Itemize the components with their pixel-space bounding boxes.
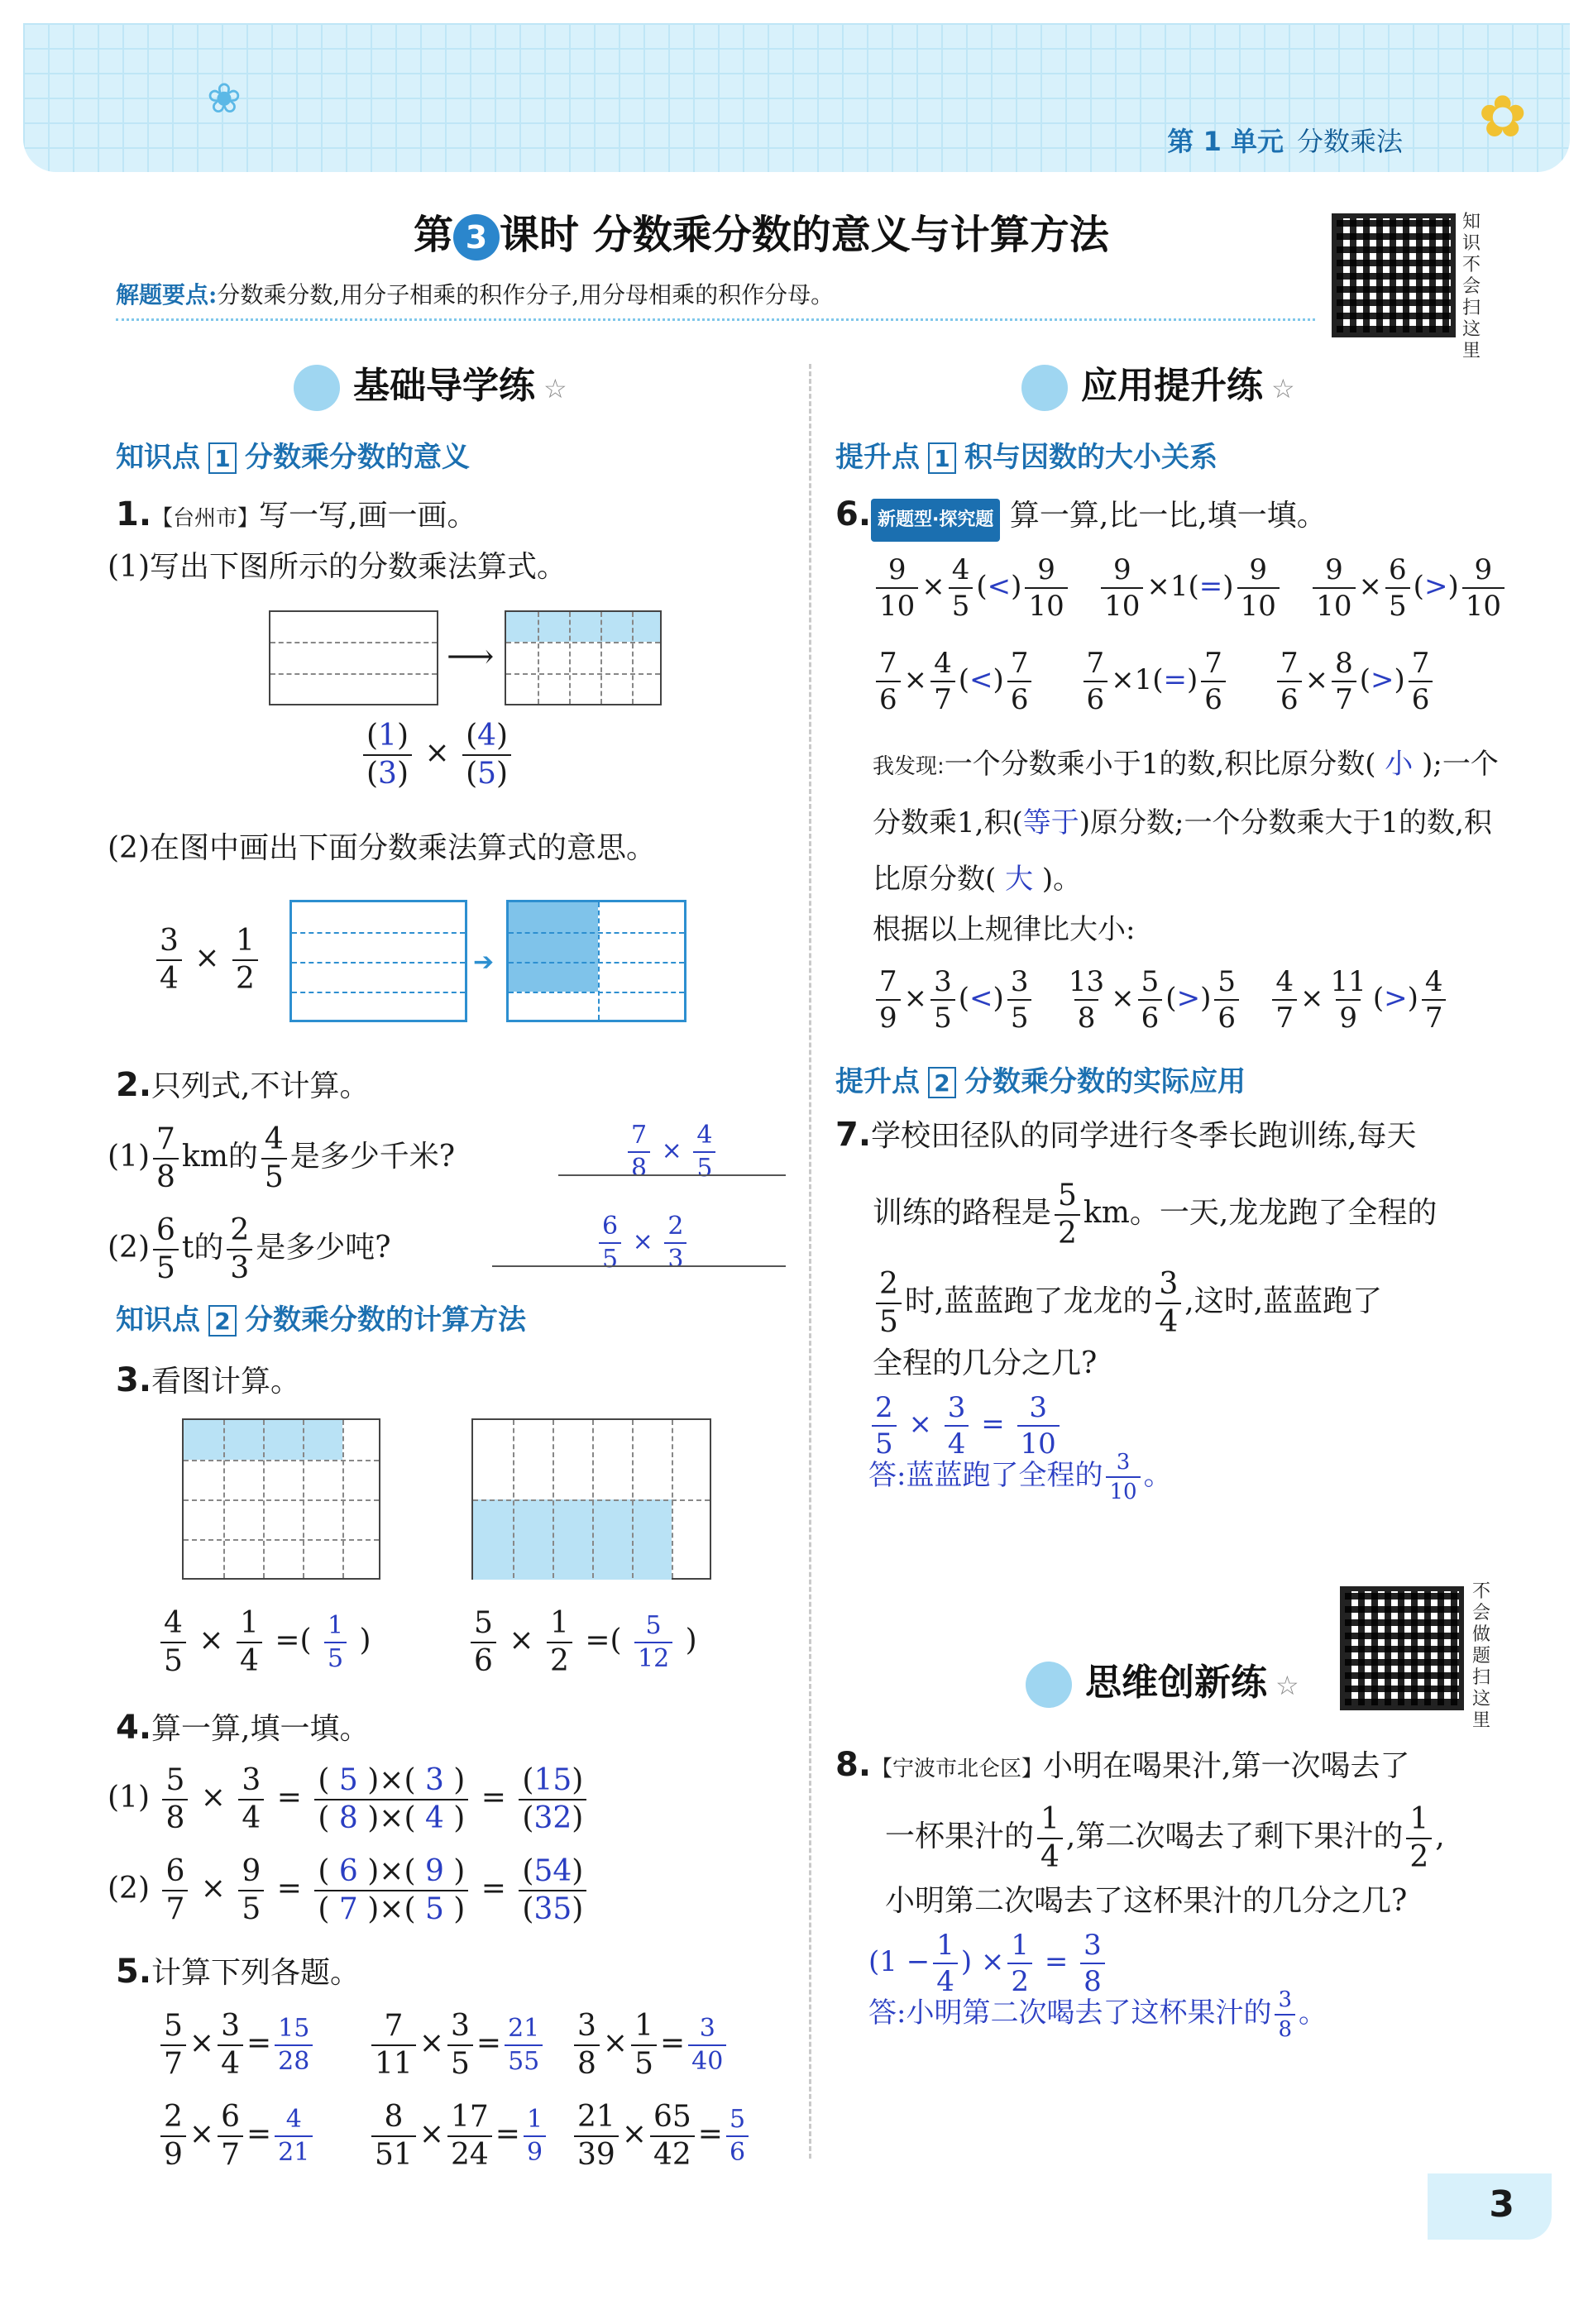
q7-answer-formula: $\frac{2}{5}$ × $\frac{3}{4}$ = $\frac{3}{10}$: [868, 1394, 1063, 1458]
q8-answer-text: 答:小明第二次喝去了这杯果汁的 $\frac{3}{8}$ 。: [868, 1987, 1328, 2042]
sunflower-icon: ✿: [1478, 83, 1527, 151]
qr-note: 知识不会扫这里: [1462, 212, 1481, 361]
q2-item1: (1) $\frac{7}{8}$ km的 $\frac{4}{5}$ 是多少千米?: [108, 1122, 456, 1194]
q1-ans-num1: 1: [378, 719, 397, 753]
q1-ans-den1: 3: [378, 757, 397, 791]
question-6: [835, 495, 1327, 542]
lesson-title: [414, 203, 1109, 261]
mascot-icon: [1026, 1662, 1072, 1708]
q4-row-2: (2) $\frac{6}{7}$ × $\frac{9}{5}$ = $\frac{( 6 )\times( 9 )}{( 7 )\times( 5 )}$ = $\frac{(54)}{(35)}$: [108, 1857, 590, 1925]
q6-number: 6.: [835, 495, 872, 533]
q8-answer-formula: (1 − $\frac{1}{4}$ ) × $\frac{1}{2}$ = $\frac{3}{8}$: [868, 1931, 1108, 1996]
q1-answer-1: $\frac{(1)}{(3)}$ × $\frac{(4)}{(5)}$: [360, 721, 514, 789]
ip2-title: 分数乘分数的实际应用: [964, 1065, 1246, 1098]
question-2: [116, 1065, 369, 1107]
knowledge-point-1: [116, 434, 470, 475]
answer-line[interactable]: [492, 1265, 786, 1267]
star-icon: ☆: [1275, 1670, 1299, 1701]
q5-item-1: $\frac{5}{7}$ × $\frac{3}{4}$ = $\frac{15}{28}$: [157, 2011, 316, 2079]
ip1-title: 积与因数的大小关系: [964, 441, 1217, 474]
ip1-num: 1: [928, 442, 956, 474]
q5-item-2: $\frac{7}{11}$ × $\frac{3}{5}$ = $\frac{21}{55}$: [368, 2011, 546, 2079]
q7-line-4: 全程的几分之几?: [873, 1346, 1098, 1380]
title-prefix: 第: [414, 212, 454, 258]
q1-diagram-before: [269, 610, 438, 705]
q1-part2: (2)在图中画出下面分数乘法算式的意思。: [108, 831, 656, 865]
q2-number: 2.: [116, 1066, 152, 1104]
q2-answer-2: $\frac{6}{5}$ × $\frac{2}{3}$: [596, 1214, 690, 1272]
knowledge-point-2: [116, 1297, 526, 1337]
q7-number: 7.: [835, 1116, 872, 1154]
q3-diagram-2: [471, 1418, 711, 1580]
q1-number: 1.: [116, 495, 152, 533]
tip-line: [116, 277, 1315, 321]
kp2-num: 2: [208, 1305, 237, 1337]
q5-item-5: $\frac{8}{51}$ × $\frac{17}{24}$ = $\frac{1}{9}$: [368, 2102, 549, 2170]
q5-item-6: $\frac{21}{39}$ × $\frac{65}{42}$ = $\frac{5}{6}$: [571, 2102, 752, 2170]
q3-equation-2: $\frac{5}{6}$ × $\frac{1}{2}$ =( $\frac{5}{12}$ ): [467, 1609, 697, 1676]
question-1: [116, 495, 477, 538]
qr-code-icon[interactable]: [1332, 213, 1456, 337]
question-4: [116, 1708, 369, 1749]
finding-label: 我发现:: [873, 754, 945, 779]
q8-number: 8.: [835, 1746, 872, 1784]
butterfly-icon: ❀: [207, 74, 242, 122]
section-applied-title: 应用提升练: [1081, 365, 1263, 407]
q1-ans-num2: 4: [477, 719, 497, 753]
arrow-icon: ⟶: [447, 638, 495, 676]
kp1-num: 1: [208, 442, 237, 474]
question-7: [835, 1115, 1416, 1156]
question-5: [116, 1952, 360, 1993]
q3-text: 看图计算。: [151, 1365, 301, 1399]
section-creative: [1026, 1652, 1299, 1708]
section-basic: [294, 356, 567, 411]
kp2-label: 知识点: [116, 1303, 200, 1337]
title-suffix: 课时 分数乘分数的意义与计算方法: [500, 212, 1109, 258]
section-applied: [1021, 356, 1295, 411]
q6-row-2: $\frac{7}{6}$ × $\frac{4}{7}$ (<) $\frac{7}{6}$ $\frac{7}{6}$ ×1(=) $\frac{7}{6}$ $\frac{7}{6}$ × $\frac{8}{7}$ (>) $\frac{7}{6}$: [873, 649, 1436, 714]
question-3: [116, 1360, 300, 1402]
section-creative-title: 思维创新练: [1085, 1662, 1267, 1704]
q2-text: 只列式,不计算。: [151, 1069, 370, 1103]
q3-diagram-1: [182, 1418, 380, 1580]
ip2-label: 提升点: [835, 1065, 920, 1098]
q1-diagram-draw-2: [506, 900, 686, 1022]
q1-diagram-after: [505, 610, 662, 705]
q1-text: 写一写,画一画。: [259, 499, 477, 533]
page-number: 3: [1489, 2183, 1514, 2226]
improve-point-1: [835, 434, 1217, 475]
qr-note-2: 不会做题扫这里: [1472, 1581, 1491, 1731]
section-basic-title: 基础导学练: [353, 365, 535, 407]
q5-text: 计算下列各题。: [151, 1956, 361, 1990]
q4-number: 4.: [116, 1709, 152, 1747]
q7-line-3: $\frac{2}{5}$ 时,蓝蓝跑了龙龙的 $\frac{3}{4}$ ,这时,蓝蓝跑了: [873, 1270, 1382, 1337]
unit-label: [1167, 121, 1403, 159]
answer-line[interactable]: [558, 1174, 786, 1176]
q5-item-3: $\frac{3}{8}$ × $\frac{1}{5}$ = $\frac{3}{40}$: [571, 2011, 730, 2079]
unit-number: 第 1 单元: [1167, 126, 1284, 157]
q5-item-4: $\frac{2}{9}$ × $\frac{6}{7}$ = $\frac{4}{21}$: [157, 2102, 316, 2170]
star-icon: ☆: [543, 373, 567, 404]
tip-label: 解题要点:: [116, 281, 218, 308]
q6-finding: 我发现:一个分数乘小于1的数,积比原分数( 小 );一个分数乘1,积(等于)原分数;一个分数乘大于1的数,积比原分数( 大 )。: [873, 748, 1499, 896]
ip1-label: 提升点: [835, 441, 920, 474]
q4-row-1: (1) $\frac{5}{8}$ × $\frac{3}{4}$ = $\frac{( 5 )\times( 3 )}{( 8 )\times( 4 )}$ = $\frac{(15)}{(32)}$: [108, 1766, 590, 1834]
q7-line-2: 训练的路程是 $\frac{5}{2}$ km。一天,龙龙跑了全程的: [873, 1179, 1438, 1250]
q1-formula: $\frac{3}{4}$ × $\frac{1}{2}$: [153, 926, 261, 994]
new-type-badge: 新题型·探究题: [871, 499, 1000, 542]
kp1-title: 分数乘分数的意义: [245, 441, 470, 474]
arrow-icon-blue: ➔: [473, 948, 495, 977]
q3-number: 3.: [116, 1361, 152, 1399]
q7-answer-text: 答:蓝蓝跑了全程的 $\frac{3}{10}$ 。: [868, 1450, 1172, 1504]
q6-row-3: $\frac{7}{9}$ × $\frac{3}{5}$ (<) $\frac{3}{5}$ $\frac{13}{8}$ × $\frac{5}{6}$ (>) $\frac{5}{6}$ $\frac{4}{7}$ × $\frac{11}{9}$ (>) $\frac{4}{7}$: [873, 968, 1449, 1032]
q1-ans-den2: 5: [477, 757, 497, 791]
tip-text: 分数乘分数,用分子相乘的积作分子,用分母相乘的积作分母。: [217, 281, 835, 308]
ip2-num: 2: [928, 1067, 956, 1098]
q3-equation-1: $\frac{4}{5}$ × $\frac{1}{4}$ =( $\frac{1}{5}$ ): [157, 1609, 371, 1676]
lesson-number-badge: 3: [453, 214, 500, 261]
q1-part1: (1)写出下图所示的分数乘法算式。: [108, 550, 567, 584]
unit-title: 分数乘法: [1296, 126, 1403, 157]
question-8: [835, 1745, 1410, 1789]
q8-line-2: 一杯果汁的 $\frac{1}{4}$ ,第二次喝去了剩下果汁的 $\frac{1}{2}$ ,: [885, 1802, 1445, 1874]
q6-text: 算一算,比一比,填一填。: [1009, 499, 1327, 533]
kp2-title: 分数乘分数的计算方法: [245, 1303, 526, 1337]
q8-line-1: 小明在喝果汁,第一次喝去了: [1043, 1749, 1410, 1783]
q1-tag: 【台州市】: [151, 506, 260, 531]
q8-line-3: 小明第二次喝去了这杯果汁的几分之几?: [885, 1884, 1408, 1918]
q6-row-1: $\frac{9}{10}$ × $\frac{4}{5}$ (<) $\frac{9}{10}$ $\frac{9}{10}$ ×1(=) $\frac{9}{10}$ $\frac{9}{10}$ × $\frac{6}{5}$ (>) $\frac{9}{10}$: [873, 556, 1508, 620]
mascot-icon: [294, 365, 340, 411]
q5-number: 5.: [116, 1953, 152, 1991]
kp1-label: 知识点: [116, 441, 200, 474]
q8-tag: 【宁波市北仑区】: [871, 1757, 1044, 1781]
q2-answer-1: $\frac{7}{8}$ × $\frac{4}{5}$: [624, 1123, 719, 1181]
q7-line-1: 学校田径队的同学进行冬季长跑训练,每天: [871, 1119, 1417, 1153]
column-divider: [809, 364, 811, 2159]
mascot-icon: [1021, 365, 1068, 411]
q4-text: 算一算,填一填。: [151, 1712, 370, 1746]
q6-rule: 根据以上规律比大小:: [873, 913, 1136, 946]
q2-item2: (2) $\frac{6}{5}$ t的 $\frac{2}{3}$ 是多少吨?: [108, 1213, 391, 1285]
star-icon: ☆: [1271, 373, 1295, 404]
qr-code-icon-2[interactable]: [1340, 1586, 1464, 1710]
improve-point-2: [835, 1059, 1246, 1099]
q1-diagram-draw-1: [289, 900, 467, 1022]
